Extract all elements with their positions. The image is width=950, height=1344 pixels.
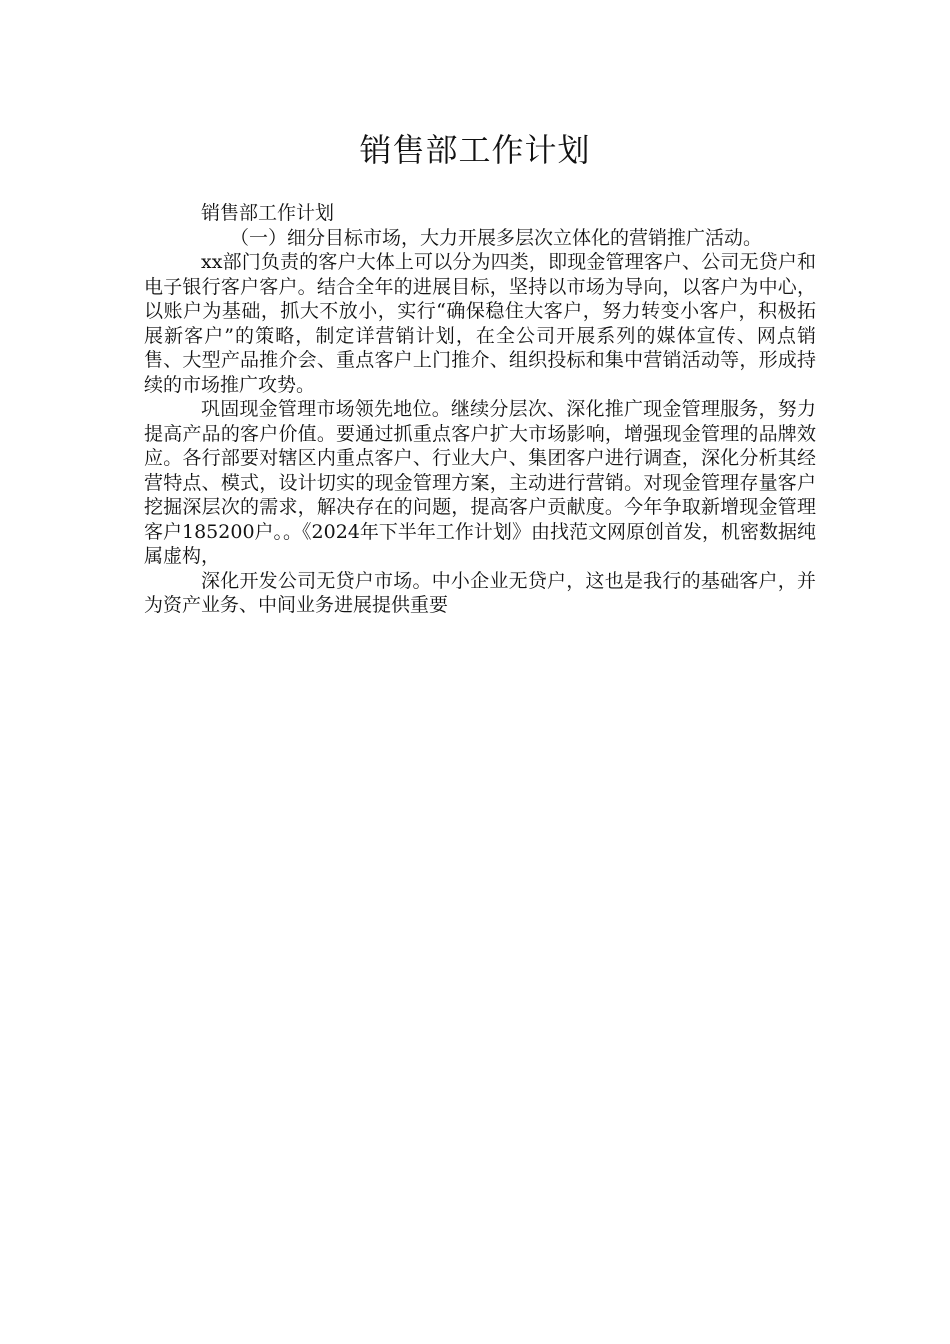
paragraph-cash-management: 巩固现金管理市场领先地位。继续分层次、深化推广现金管理服务，努力提高产品的客户价值。要通过抓重点客户扩大市场影响，增强现金管理的品牌效应。各行部要对辖区内重点客户、行业大户、集团客户进行调查，深化分析其经营特点、模式，设计切实的现金管理方案，主动进行营销。对现金管理存量客户挖掘深层次的需求，解决存在的问题，提高客户贡献度。今年争取新增现金管理客户185200户。。《2024年下半年工作计划》由找范文网原创首发，机密数据纯属虚构， [144,398,816,567]
document-title: 销售部工作计划 [359,131,591,169]
paragraph-heading: 销售部工作计划 [201,202,335,224]
paragraph-customer-types: xx部门负责的客户大体上可以分为四类，即现金管理客户、公司无贷户和电子银行客户客户。结合全年的进展目标，坚持以市场为导向，以客户为中心，以账户为基础，抓大不放小，实行“确保稳住大客户，努力转变小客户，积极拓展新客户”的策略，制定详营销计划，在全公司开展系列的媒体宣传、网点销售、大型产品推介会、重点客户上门推介、组织投标和集中营销活动等，形成持续的市场推广攻势。 [144,251,816,396]
document-body [144,201,816,618]
paragraph-section-one: （一）细分目标市场，大力开展多层次立体化的营销推广活动。 [230,226,763,249]
paragraph-no-loan-customers: 深化开发公司无贷户市场。中小企业无贷户，这也是我行的基础客户，并为资产业务、中间业务进展提供重要 [144,569,816,616]
